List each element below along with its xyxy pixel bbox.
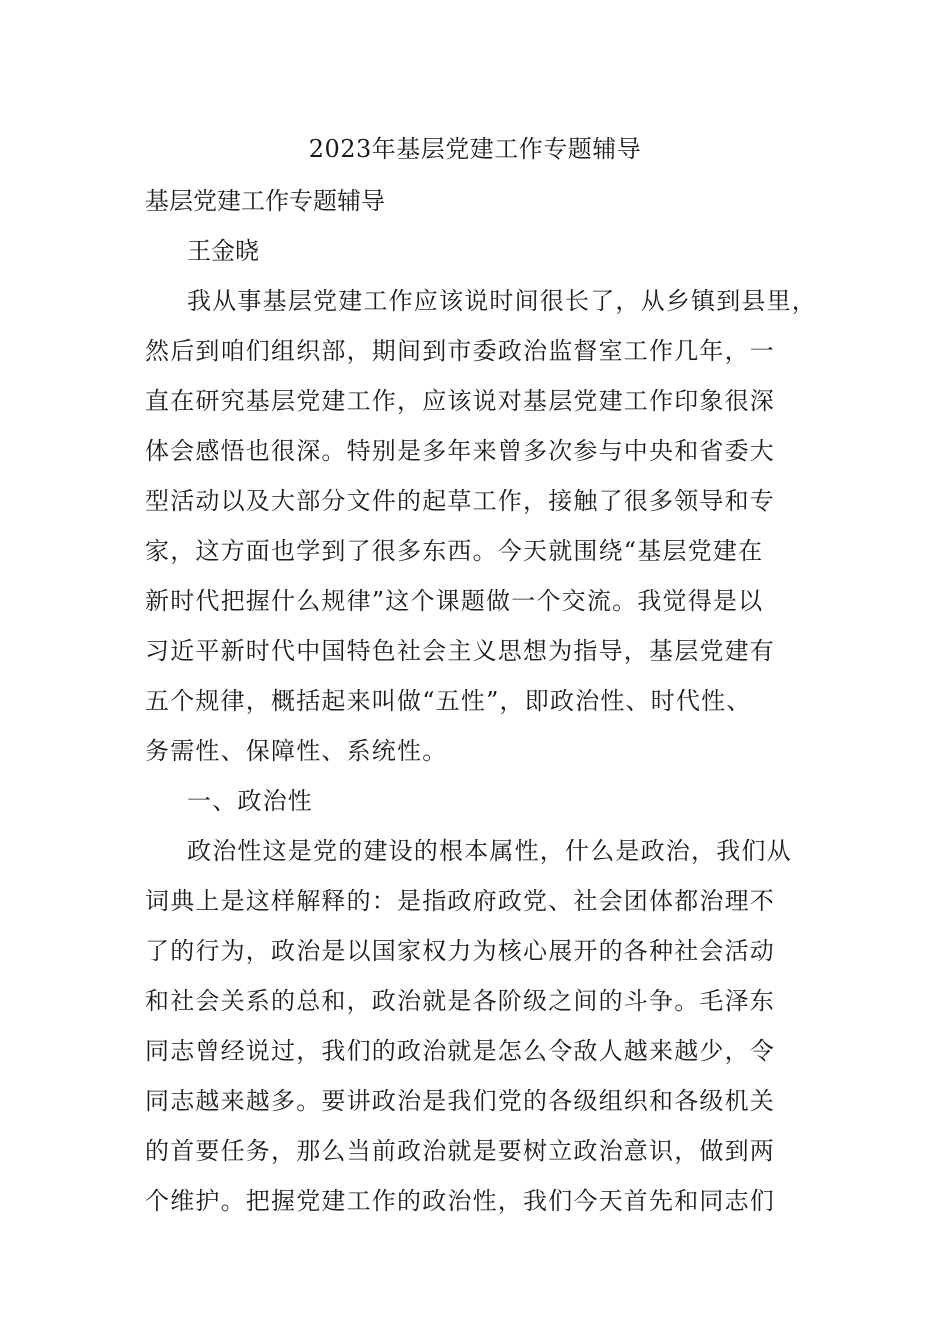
body-line: 新时代把握什么规律”这个课题做一个交流。我觉得是以	[145, 587, 764, 615]
body-line: 政治性这是党的建设的根本属性，什么是政治，我们从	[187, 837, 792, 865]
section-heading: 一、政治性	[187, 787, 313, 815]
body-line: 的首要任务，那么当前政治就是要树立政治意识，做到两	[145, 1137, 775, 1165]
document-subtitle: 基层党建工作专题辅导	[145, 187, 385, 215]
body-line: 家，这方面也学到了很多东西。今天就围绕“基层党建在	[145, 537, 764, 565]
body-line: 个维护。把握党建工作的政治性，我们今天首先和同志们	[145, 1187, 775, 1215]
document-body	[145, 283, 825, 1233]
document-title: 2023年基层党建工作专题辅导	[308, 135, 642, 163]
author-name: 王金晓	[187, 237, 259, 265]
body-line: 我从事基层党建工作应该说时间很长了，从乡镇到县里，	[187, 287, 817, 315]
body-line: 体会感悟也很深。特别是多年来曾多次参与中央和省委大	[145, 437, 775, 465]
body-line: 同志曾经说过，我们的政治就是怎么令敌人越来越少，令	[145, 1037, 775, 1065]
body-line: 和社会关系的总和，政治就是各阶级之间的斗争。毛泽东	[145, 987, 775, 1015]
body-line: 然后到咱们组织部，期间到市委政治监督室工作几年，一	[145, 337, 775, 365]
body-line: 词典上是这样解释的：是指政府政党、社会团体都治理不	[145, 887, 775, 915]
body-line: 五个规律，概括起来叫做“五性”，即政治性、时代性、	[145, 687, 752, 715]
body-line: 务需性、保障性、系统性。	[145, 737, 448, 765]
body-line: 型活动以及大部分文件的起草工作，接触了很多领导和专	[145, 487, 775, 515]
body-line: 了的行为，政治是以国家权力为核心展开的各种社会活动	[145, 937, 775, 965]
body-line: 直在研究基层党建工作，应该说对基层党建工作印象很深	[145, 387, 775, 415]
body-line: 同志越来越多。要讲政治是我们党的各级组织和各级机关	[145, 1087, 775, 1115]
body-line: 习近平新时代中国特色社会主义思想为指导，基层党建有	[145, 637, 775, 665]
